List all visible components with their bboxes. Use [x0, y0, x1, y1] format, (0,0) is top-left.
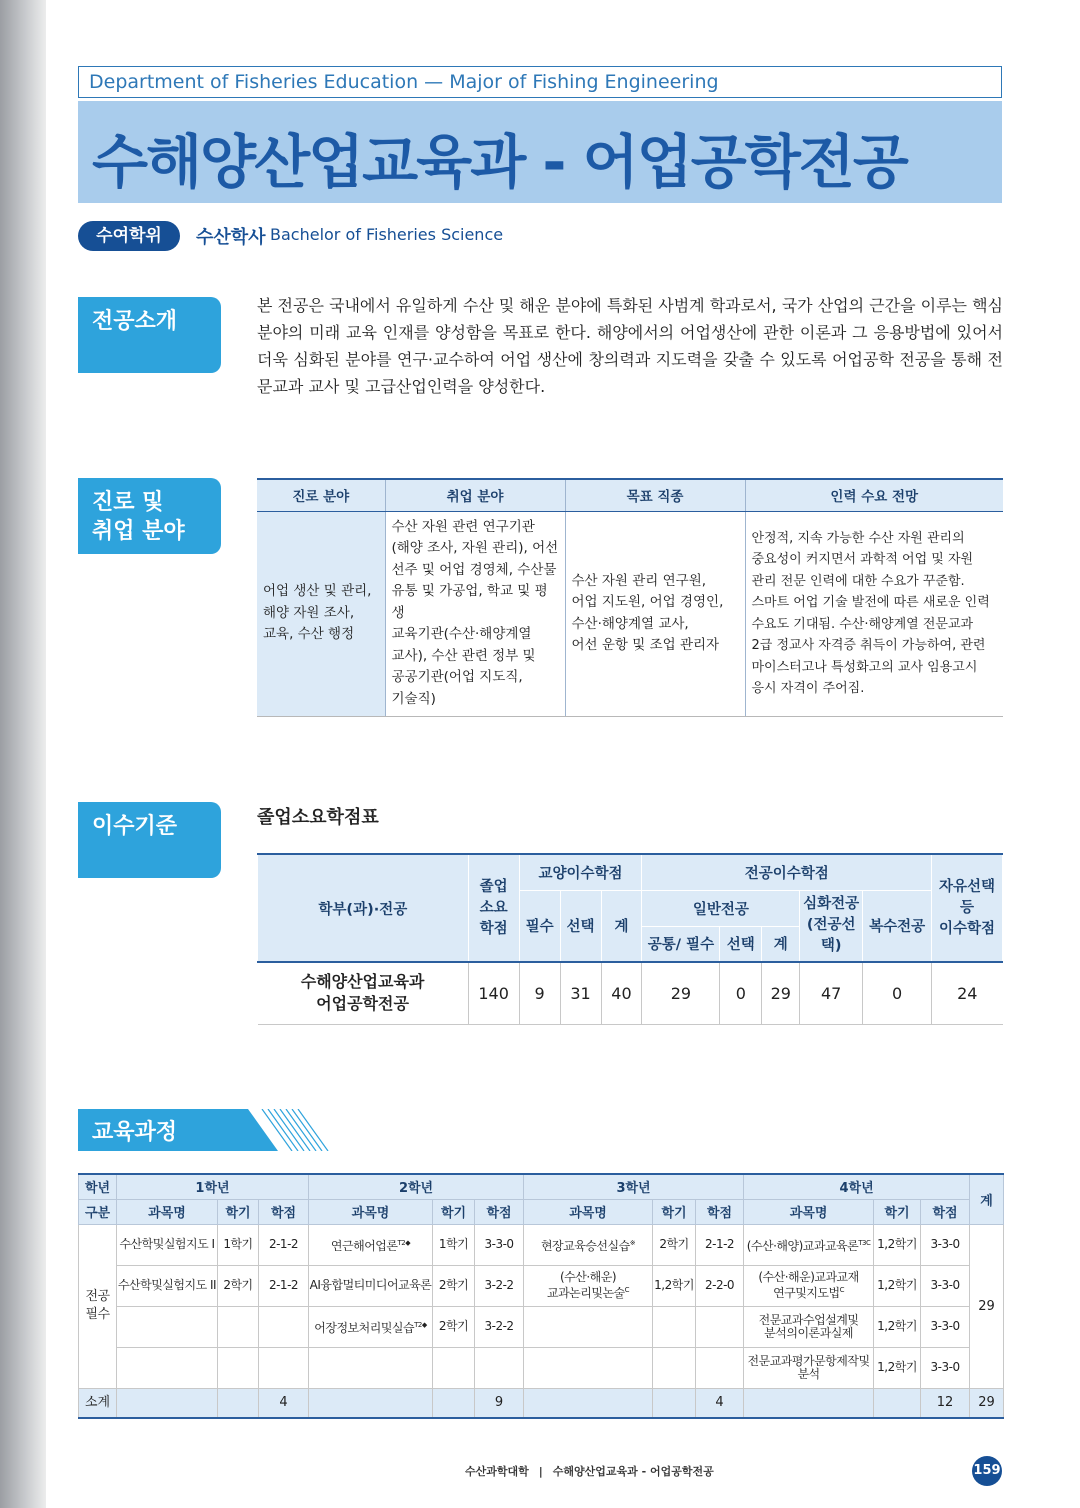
intro-paragraph: 본 전공은 국내에서 유일하게 수산 및 해운 분야에 특화된 사범계 학과로서, 국가 산업의 근간을 이루는 핵심 분야의 미래 교육 인재를 양성함을 목표로 한다. 해양에서의 어업생산에 관한 이론과 그 응용방법에 있어서 더욱 심화된 분야를 연구·교수하여 어업 생산에 창의력과 지도력을 갖출 수 있도록 어업공학 전공을 통해 전문교과 교사 및 고급산업인력을 양성한다. — [257, 296, 1003, 396]
curriculum-table — [78, 1173, 1004, 1419]
curr-cell — [744, 1224, 874, 1265]
curr-cell: 3-3-0 — [921, 1265, 970, 1306]
curriculum-tab-label: 교육과정 — [92, 1120, 178, 1145]
curr-cell — [309, 1306, 433, 1347]
career-jobs-cell: 수산 자원 관리 연구원, 어업 지도원, 어업 경영인, 수산·해양계열 교사, 어선 운항 및 조업 관리자 — [565, 511, 745, 716]
curr-cell: 전문교과수업설계및 분석의이론과실제 — [744, 1306, 874, 1347]
curr-header-semester: 학기 — [433, 1199, 475, 1224]
curr-cell: 1,2학기 — [874, 1347, 921, 1388]
section-tab-requirements: 이수기준 — [78, 802, 221, 878]
section-tab-career-line2: 취업 분야 — [92, 519, 185, 544]
book-spine-shadow — [0, 0, 46, 1508]
curr-cell: 3-3-0 — [921, 1224, 970, 1265]
curr-subtotal-empty — [874, 1388, 921, 1418]
curr-total-cell: 29 — [970, 1224, 1004, 1388]
curr-cell — [259, 1347, 309, 1388]
curr-cell: 수산학및실험지도 I — [117, 1224, 218, 1265]
section-tab-career-line1: 진로 및 — [92, 490, 164, 515]
curr-cell: 3-3-0 — [921, 1306, 970, 1347]
curr-cell-note: C — [839, 1286, 845, 1294]
curr-subtotal-empty — [309, 1388, 433, 1418]
curr-cell: 3-3-0 — [475, 1224, 524, 1265]
curr-cell: 2-1-2 — [696, 1224, 744, 1265]
credits-table-title: 졸업소요학점표 — [257, 807, 379, 828]
credits-row-gen-sel: 0 — [720, 962, 762, 1024]
curr-cell: 2학기 — [433, 1306, 475, 1347]
curr-subtotal-empty — [744, 1388, 874, 1418]
credits-header-lib-sel: 선택 — [560, 890, 601, 962]
curr-subtotal-total: 29 — [970, 1388, 1004, 1418]
curr-cell: 2학기 — [653, 1224, 696, 1265]
curr-header-credit: 학점 — [475, 1199, 524, 1224]
curr-cell — [696, 1347, 744, 1388]
section-tab-career — [78, 478, 221, 554]
credits-header-advanced: 심화전공 (전공선택) — [800, 890, 863, 962]
curr-cell-note: T3C — [858, 1238, 871, 1247]
curr-header-semester: 학기 — [218, 1199, 259, 1224]
credits-header-free: 자유선택 등 이수학점 — [932, 854, 1003, 962]
title-band — [78, 101, 1002, 203]
career-header-outlook: 인력 수요 전망 — [745, 479, 1003, 511]
footer-department: 수해양산업교육과 - 어업공학전공 — [552, 1465, 714, 1478]
degree-label-badge: 수여학위 — [78, 221, 180, 251]
curr-header-year2: 2학년 — [309, 1174, 524, 1199]
curr-header-total: 계 — [970, 1174, 1004, 1224]
curr-cell-text: 현장교육승선실습 — [540, 1238, 630, 1253]
curr-subtotal-empty — [218, 1388, 259, 1418]
curr-cell: AI융합멀티미디어교육론 — [309, 1265, 433, 1306]
curr-cell-note: T2◆ — [414, 1320, 427, 1329]
curr-cell: 수산학및실험지도 II — [117, 1265, 218, 1306]
curr-cell: 1,2학기 — [874, 1265, 921, 1306]
page-title: 수해양산업교육과 - 어업공학전공 — [92, 128, 907, 196]
career-field-cell: 어업 생산 및 관리, 해양 자원 조사, 교육, 수산 행정 — [257, 511, 385, 716]
credits-row-gen-common: 29 — [642, 962, 720, 1024]
curr-header-subject: 과목명 — [309, 1199, 433, 1224]
curr-header-category: 구분 — [79, 1199, 117, 1224]
curr-subtotal-empty — [117, 1388, 218, 1418]
curr-cell: 1,2학기 — [653, 1265, 696, 1306]
curr-header-subject: 과목명 — [744, 1199, 874, 1224]
curr-header-year3: 3학년 — [524, 1174, 744, 1199]
credits-row-double: 0 — [863, 962, 932, 1024]
credits-header-lib-req: 필수 — [519, 890, 560, 962]
degree-name-korean: 수산학사 — [196, 227, 266, 248]
credits-row-advanced: 47 — [800, 962, 863, 1024]
curr-cell — [524, 1265, 653, 1306]
curr-header-year1: 1학년 — [117, 1174, 309, 1199]
footer-separator: | — [538, 1465, 543, 1478]
curr-cell-note: T2◆ — [397, 1238, 411, 1247]
credits-header-common: 공통/ 필수 — [642, 926, 720, 962]
curr-cell — [218, 1347, 259, 1388]
curr-subtotal-empty — [524, 1388, 653, 1418]
curr-subtotal-label: 소계 — [79, 1388, 117, 1418]
credits-row-free: 24 — [932, 962, 1003, 1024]
curr-cell: 1,2학기 — [874, 1306, 921, 1347]
credits-row-dept: 수해양산업교육과 어업공학전공 — [258, 962, 469, 1024]
curr-subtotal-empty — [653, 1388, 696, 1418]
curr-cell: 1,2학기 — [874, 1224, 921, 1265]
curr-cell — [524, 1224, 653, 1265]
curr-cell: 1학기 — [218, 1224, 259, 1265]
page-footer — [465, 1463, 714, 1479]
curr-cell: 2-1-2 — [259, 1265, 309, 1306]
credits-row-lib-sel: 31 — [560, 962, 601, 1024]
curr-cell-text: (수산·해양)교과교육론 — [746, 1238, 859, 1253]
curr-subtotal-year2: 9 — [475, 1388, 524, 1418]
credits-header-double: 복수전공 — [863, 890, 932, 962]
curr-cell: 3-2-2 — [475, 1306, 524, 1347]
curr-cell — [524, 1347, 653, 1388]
curr-subtotal-year1: 4 — [259, 1388, 309, 1418]
curr-subtotal-empty — [433, 1388, 475, 1418]
curr-cell: 2-2-0 — [696, 1265, 744, 1306]
curr-cell-text: 연근해어업론 — [330, 1238, 398, 1253]
curr-cell-text: (수산·해운)교과교재 연구및지도법 — [758, 1270, 859, 1300]
curr-subtotal-year4: 12 — [921, 1388, 970, 1418]
curr-header-credit: 학점 — [696, 1199, 744, 1224]
department-english-title: Department of Fisheries Education — Major of Fishing Engineering — [78, 66, 1002, 98]
curr-header-subject: 과목명 — [524, 1199, 653, 1224]
curr-cell: 1학기 — [433, 1224, 475, 1265]
credits-row-lib-req: 9 — [519, 962, 560, 1024]
curr-header-semester: 학기 — [874, 1199, 921, 1224]
curr-cell — [653, 1306, 696, 1347]
curr-subtotal-year3: 4 — [696, 1388, 744, 1418]
curr-cell-text: 어장정보처리및실습 — [314, 1320, 415, 1335]
curr-cell — [524, 1306, 653, 1347]
curr-cell-text: (수산·해운) 교과논리및논술 — [547, 1270, 625, 1300]
career-employment-cell: 수산 자원 관련 연구기관 (해양 조사, 자원 관리), 어선 선주 및 어업 경영체, 수산물 유통 및 가공업, 학교 및 평생 교육기관(수산·해양계열 교사), 수산 관련 정부 및 공공기관(어업 지도직, 기술직) — [385, 511, 565, 716]
page-number-badge: 159 — [972, 1456, 1002, 1486]
credits-header-liberal: 교양이수학점 — [519, 854, 642, 890]
footer-college: 수산과학대학 — [465, 1465, 529, 1478]
curr-header-subject: 과목명 — [117, 1199, 218, 1224]
credits-header-general: 일반전공 — [642, 890, 800, 926]
curr-cell — [309, 1224, 433, 1265]
credits-row-total: 140 — [468, 962, 519, 1024]
curr-cell: 2-1-2 — [259, 1224, 309, 1265]
career-header-jobs: 목표 직종 — [565, 479, 745, 511]
curr-category-cell: 전공 필수 — [79, 1224, 117, 1388]
curr-cell — [653, 1347, 696, 1388]
curr-cell: 2학기 — [433, 1265, 475, 1306]
curr-cell — [309, 1347, 433, 1388]
credits-row-gen-sum: 29 — [762, 962, 800, 1024]
curr-header-year4: 4학년 — [744, 1174, 970, 1199]
curr-cell: 3-2-2 — [475, 1265, 524, 1306]
credits-header-lib-sum: 계 — [601, 890, 642, 962]
career-header-field: 진로 분야 — [257, 479, 385, 511]
credits-header-gen-sel: 선택 — [720, 926, 762, 962]
curr-cell — [475, 1347, 524, 1388]
curr-cell: 전문교과평가문항제작및 분석 — [744, 1347, 874, 1388]
credits-table — [257, 853, 1003, 1025]
credits-row-lib-sum: 40 — [601, 962, 642, 1024]
curr-cell: 3-3-0 — [921, 1347, 970, 1388]
curr-cell — [259, 1306, 309, 1347]
section-tab-intro: 전공소개 — [78, 297, 221, 373]
degree-name-english: Bachelor of Fisheries Science — [270, 225, 504, 244]
credits-header-major: 전공이수학점 — [642, 854, 932, 890]
curr-cell — [744, 1265, 874, 1306]
credits-header-gen-sum: 계 — [762, 926, 800, 962]
curr-header-semester: 학기 — [653, 1199, 696, 1224]
curr-cell — [696, 1306, 744, 1347]
curr-cell — [117, 1306, 218, 1347]
career-table — [257, 478, 1003, 717]
curr-header-year: 학년 — [79, 1174, 117, 1199]
curr-cell: 2학기 — [218, 1265, 259, 1306]
curr-header-credit: 학점 — [921, 1199, 970, 1224]
curr-cell — [117, 1347, 218, 1388]
diagonal-stripes-decoration — [258, 1109, 388, 1151]
career-outlook-cell: 안정적, 지속 가능한 수산 자원 관리의 중요성이 커지면서 과학적 어업 및 자원 관리 전문 인력에 대한 수요가 꾸준함. 스마트 어업 기술 발전에 따른 새로운 인력 수요도 기대됨. 수산·해양계열 전문교과 2급 정교사 자격증 취득이 가능하여, 관련 마이스터고나 특성화고의 교사 임용고시 응시 자격이 주어짐. — [745, 511, 1003, 716]
credits-header-dept: 학부(과)·전공 — [258, 854, 469, 962]
career-header-employment: 취업 분야 — [385, 479, 565, 511]
curr-header-credit: 학점 — [259, 1199, 309, 1224]
curr-cell — [218, 1306, 259, 1347]
curr-cell — [433, 1347, 475, 1388]
section-tab-curriculum — [78, 1109, 278, 1151]
credits-header-total: 졸업 소요 학점 — [468, 854, 519, 962]
curr-cell-note: ※ — [629, 1238, 636, 1247]
curr-cell-note: C — [624, 1286, 630, 1294]
